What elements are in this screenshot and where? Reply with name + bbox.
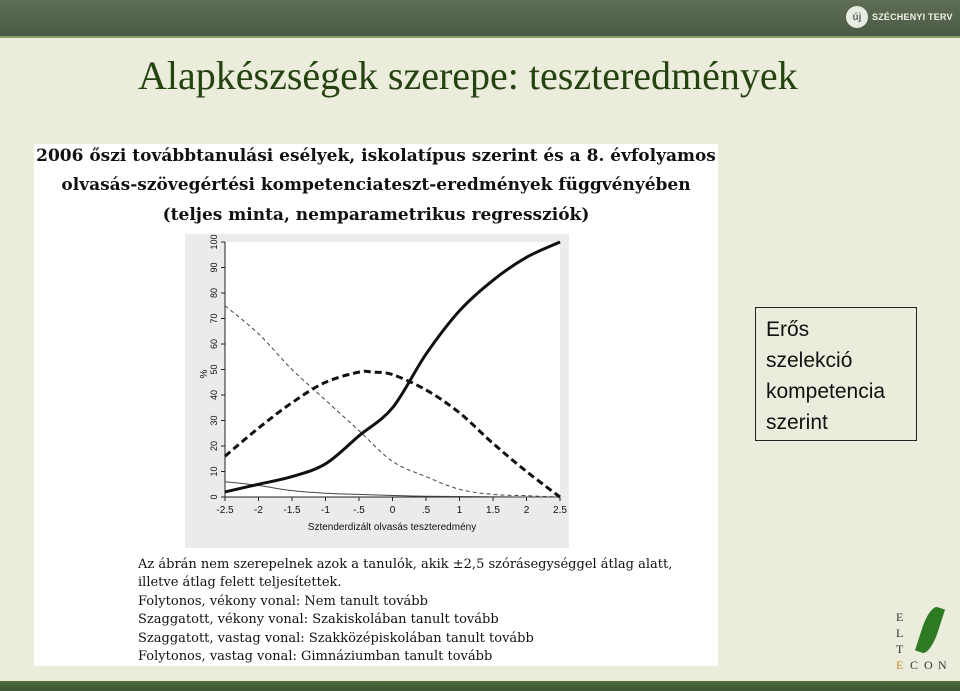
x-tick-label: 1.5 — [486, 505, 500, 516]
y-tick-label: 80 — [209, 287, 219, 299]
top-bar — [0, 0, 960, 36]
callout-line: kompetencia — [766, 380, 886, 403]
note-line: Az ábrán nem szerepelnek azok a tanulók, akik ±2,5 szórásegységgel átlag alatt, — [138, 557, 673, 572]
callout-line: szerint — [766, 411, 828, 434]
y-tick-label: 20 — [209, 440, 219, 452]
leaf-icon — [915, 605, 945, 656]
bottom-bar — [0, 681, 960, 691]
y-tick-label: 90 — [209, 262, 219, 273]
chart-svg — [185, 234, 569, 548]
y-tick-label: 70 — [209, 313, 219, 324]
y-tick-label: 30 — [209, 415, 219, 426]
note-line: Szaggatott, vékony vonal: Szakiskolában tanult tovább — [138, 612, 499, 628]
note-line: Folytonos, vékony vonal: Nem tanult tovább — [138, 593, 428, 609]
x-tick-label: 0 — [389, 505, 396, 516]
elte-letter: N — [938, 658, 952, 672]
callout-line: szelekció — [766, 349, 853, 372]
x-axis-label: Sztenderdizált olvasás teszteredmény — [307, 522, 477, 533]
note-line: illetve átlag felett teljesítettek. — [138, 575, 342, 591]
note-line: Szaggatott, vastag vonal: Szakközépiskolában tanult tovább — [138, 630, 534, 646]
szechenyi-mark-icon: új — [846, 6, 868, 28]
figure-title-line-1: 2006 őszi továbbtanulási esélyek, iskolatípus szerint és a 8. évfolyamos — [36, 146, 716, 166]
y-tick-label: 100 — [209, 234, 219, 250]
x-tick-label: 1 — [456, 505, 463, 516]
szechenyi-logo-text: SZÉCHENYI TERV — [872, 12, 953, 22]
x-tick-label: 2.5 — [553, 505, 567, 516]
elte-letter: C — [910, 658, 924, 672]
elte-letter: O — [924, 658, 938, 672]
x-tick-label: -2.5 — [216, 505, 234, 516]
figure-panel — [34, 144, 718, 666]
slide-title: Alapkészségek szerepe: teszteredmények — [138, 53, 798, 98]
y-tick-label: 50 — [209, 364, 219, 375]
figure-notes — [138, 556, 672, 666]
top-bar-line — [0, 36, 960, 38]
callout-line: Erős — [766, 318, 810, 341]
x-tick-label: -1.5 — [283, 505, 301, 516]
szechenyi-logo — [846, 2, 953, 32]
elte-econ-logo — [892, 606, 952, 678]
y-tick-label: 0 — [209, 494, 219, 500]
x-tick-label: .5 — [421, 505, 431, 516]
x-tick-label: -1 — [321, 505, 330, 516]
y-axis-label: % — [199, 369, 210, 379]
figure-title-line-3: (teljes minta, nemparametrikus regressziók) — [162, 205, 590, 225]
elte-letter: T — [896, 642, 909, 656]
elte-letter: L — [896, 626, 909, 640]
elte-letter: E — [896, 610, 909, 624]
x-tick-label: -2 — [254, 505, 263, 516]
x-tick-label: 2 — [523, 505, 530, 516]
figure-title-line-2: olvasás-szövegértési kompetenciateszt-eredmények függvényében — [61, 175, 691, 195]
elte-letter: E — [896, 658, 909, 672]
y-tick-label: 10 — [209, 466, 219, 477]
x-tick-label: -.5 — [353, 505, 365, 516]
note-line: Folytonos, vastag vonal: Gimnáziumban tanult tovább — [138, 649, 493, 665]
y-tick-label: 40 — [209, 389, 219, 401]
callout-box — [755, 307, 917, 441]
y-tick-label: 60 — [209, 338, 219, 350]
plot-region — [225, 242, 560, 497]
